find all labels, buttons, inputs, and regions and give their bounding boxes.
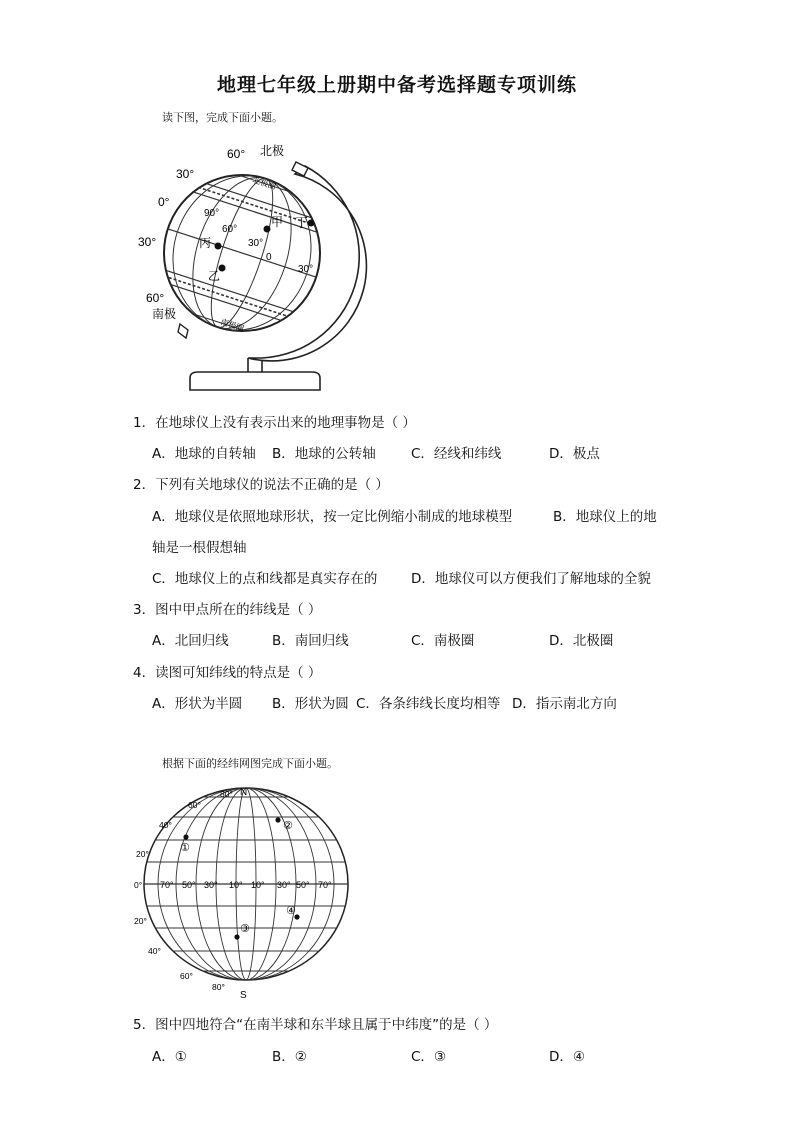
question-3-stem: 3．图中甲点所在的纬线是（ ） [133,602,322,618]
q4-option-b[interactable]: B．形状为圆 [272,696,349,712]
label-point-bing: 丙 [199,236,212,250]
label-lat-0: 0° [158,195,170,209]
q4-option-d[interactable]: D．指示南北方向 [512,696,617,712]
point-jia-marker [264,226,271,233]
label-lat-30-top: 30° [176,167,195,181]
label-lat-0: 0° [134,880,143,890]
label-point-1: ① [180,842,190,854]
q4-option-c[interactable]: C．各条纬线长度均相等 [356,696,501,712]
section1-intro: 读下图，完成下面小题。 [162,111,283,124]
label-lat-80-n: 80° [220,789,233,799]
label-point-ding: 丁 [295,215,309,230]
globe-stand-base [190,372,320,390]
globe-figure [130,138,370,398]
lon-label: 30° [204,880,218,890]
lon-label: 10° [229,880,243,890]
label-antarctic-circle: 南极圈 [219,317,245,334]
label-lon-0: 0 [266,252,272,263]
q5-option-c[interactable]: C．③ [411,1049,447,1065]
point-bing-marker [215,243,222,250]
label-lon-60: 60° [222,224,238,235]
label-lon-30-right: 30° [298,264,314,275]
q3-option-b[interactable]: B．南回归线 [272,633,349,649]
label-lat-30-bottom: 30° [138,235,157,249]
point-3-marker [234,934,239,939]
lon-label: 50° [182,880,196,890]
south-axis-cap [178,324,188,338]
label-point-yi: 乙 [208,269,221,283]
label-point-3: ③ [240,923,250,935]
q5-option-d[interactable]: D．④ [549,1049,585,1065]
label-lat-60-bottom: 60° [146,291,165,305]
lon-label: 10° [251,880,265,890]
point-2-marker [275,817,280,822]
q4-option-a[interactable]: A．形状为半圆 [152,696,243,712]
label-south: S [240,990,247,1000]
label-lat-40-n: 40° [159,820,172,830]
label-lat-60-n: 60° [188,800,201,810]
point-1-marker [183,834,188,839]
q1-option-a[interactable]: A．地球的自转轴 [152,446,256,462]
label-arctic-circle: 北极圈 [251,175,277,192]
section2-intro: 根据下面的经纬网图完成下面小题。 [162,757,338,770]
label-lat-20-n: 20° [136,849,149,859]
label-point-2: ② [283,820,293,832]
label-lat-20-s: 20° [134,916,147,926]
q3-option-a[interactable]: A．北回归线 [152,633,229,649]
label-north: N [240,787,248,798]
q2-option-a[interactable]: A．地球仪是依照地球形状，按一定比例缩小制成的地球模型 [152,509,513,525]
question-4-stem: 4．读图可知纬线的特点是（ ） [133,665,322,681]
q1-option-b[interactable]: B．地球的公转轴 [272,446,376,462]
lon-label: 30° [277,880,291,890]
q3-option-d[interactable]: D．北极圈 [549,633,614,649]
question-1-stem: 1．在地球仪上没有表示出来的地理事物是（ ） [133,415,416,431]
q3-option-c[interactable]: C．南极圈 [411,633,475,649]
label-point-jia: 甲 [271,215,284,229]
graticule-figure [128,784,358,1000]
label-point-4: ④ [286,905,296,917]
label-lat-80-s: 80° [212,982,225,992]
q2-option-d[interactable]: D．地球仪可以方便我们了解地球的全貌 [411,571,651,587]
label-north-pole: 北极 [260,144,285,158]
q1-option-c[interactable]: C．经线和纬线 [411,446,502,462]
question-5-stem: 5．图中四地符合“在南半球和东半球且属于中纬度”的是（ ） [133,1017,498,1033]
lon-label: 70° [318,880,332,890]
label-lon-30: 30° [248,238,264,249]
q5-option-a[interactable]: A．① [152,1049,187,1065]
lon-label: 50° [296,880,310,890]
label-lon-90: 90° [204,208,220,219]
label-lat-60-top: 60° [227,147,246,161]
q2-option-c[interactable]: C．地球仪上的点和线都是真实存在的 [152,571,378,587]
q2-option-b[interactable]: B．地球仪上的地 [553,509,657,525]
label-south-pole: 南极 [152,307,177,321]
question-2-stem: 2．下列有关地球仪的说法不正确的是（ ） [133,477,389,493]
lon-label: 70° [160,880,174,890]
page-title: 地理七年级上册期中备考选择题专项训练 [216,74,577,96]
label-lat-40-s: 40° [148,946,161,956]
q5-option-b[interactable]: B．② [272,1049,307,1065]
label-lat-60-s: 60° [180,971,193,981]
q1-option-d[interactable]: D．极点 [549,446,600,462]
point-ding-marker [308,220,315,227]
q2-option-b-continued[interactable]: 轴是一根假想轴 [152,540,247,556]
